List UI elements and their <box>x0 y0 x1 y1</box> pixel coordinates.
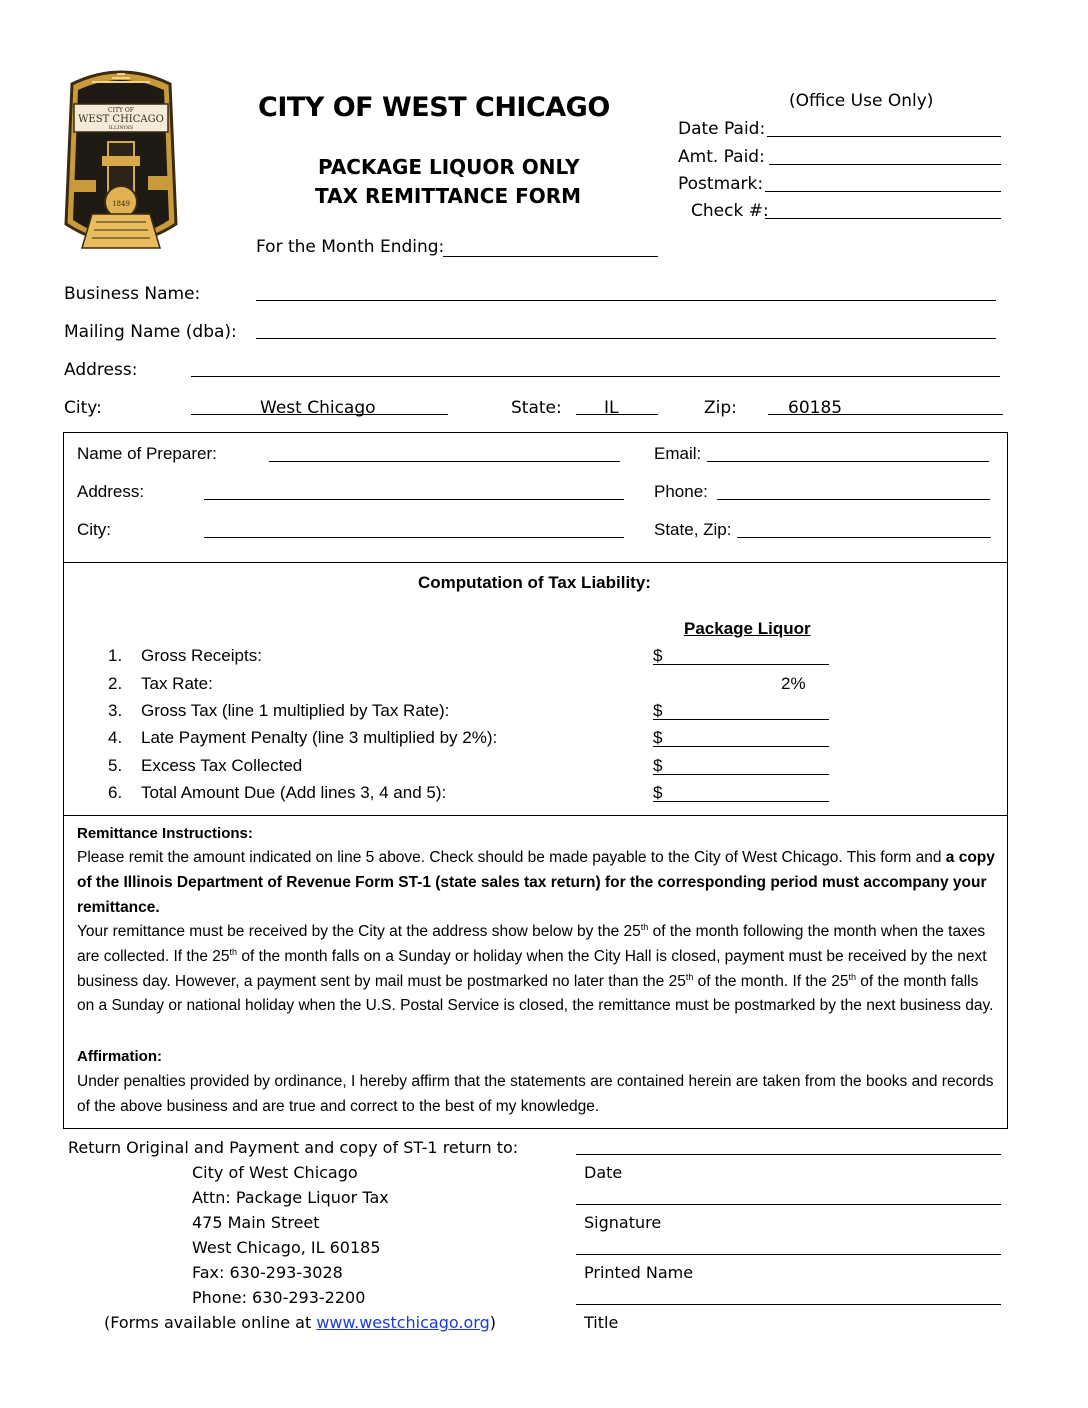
form-title-line2: TAX REMITTANCE FORM <box>315 184 582 208</box>
ordinal-th: th <box>229 946 238 957</box>
preparer-statezip-label: State, Zip: <box>654 520 732 539</box>
row-5-currency: $ <box>653 756 663 775</box>
affirmation-title: Affirmation: <box>77 1048 162 1065</box>
office-use-title: (Office Use Only) <box>789 91 934 111</box>
title-line[interactable] <box>576 1304 1001 1305</box>
row-6-currency: $ <box>653 783 663 802</box>
return-line-2: Attn: Package Liquor Tax <box>192 1188 389 1207</box>
state-label: State: <box>511 398 562 418</box>
row-1-field[interactable] <box>653 664 829 665</box>
printed-name-line[interactable] <box>576 1254 1001 1255</box>
ordinal-th: th <box>640 921 649 932</box>
row-5-field[interactable] <box>653 774 829 775</box>
return-line-3: 475 Main Street <box>192 1213 320 1232</box>
package-liquor-header: Package Liquor <box>684 619 811 638</box>
preparer-email-label: Email: <box>654 444 702 463</box>
form-title-line1: PACKAGE LIQUOR ONLY <box>318 155 580 179</box>
remittance-p2-c: of the month falls on a Sunday or holiday when the City Hall is closed, payment must be received by the next business day. However, a payment sent by mail must be postmarked no later than the 25 <box>77 947 987 990</box>
return-phone: Phone: 630-293-2200 <box>192 1288 366 1307</box>
row-2-num: 2. <box>108 674 123 693</box>
ordinal-th: th <box>685 971 694 982</box>
state-value: IL <box>604 398 619 418</box>
date-sign-line[interactable] <box>576 1154 1001 1155</box>
remittance-p2-e: of the month falls on a Sunday or national holiday when the U.S. Postal Service is closed, the remittance must be postmarked by the next business day. <box>77 972 994 1015</box>
city-value: West Chicago <box>260 398 376 418</box>
check-label: Check #: <box>691 201 769 221</box>
title-label: Title <box>584 1313 619 1332</box>
date-label: Date <box>584 1163 623 1182</box>
preparer-phone-field[interactable] <box>717 499 990 500</box>
signature-line[interactable] <box>576 1204 1001 1205</box>
zip-value: 60185 <box>788 398 843 418</box>
city-label: City: <box>64 398 102 418</box>
row-4-label: Late Payment Penalty (line 3 multiplied by 2%): <box>141 728 498 747</box>
date-paid-field[interactable] <box>767 136 1001 137</box>
remittance-paragraph-2 <box>77 920 995 1019</box>
remittance-p1-b: a copy of the Illinois Department of Revenue Form ST-1 (state sales tax return) for the corresponding period must accompany your remittance. <box>77 849 995 916</box>
row-6-label: Total Amount Due (Add lines 3, 4 and 5): <box>141 783 447 802</box>
row-2-label: Tax Rate: <box>141 674 213 693</box>
preparer-statezip-field[interactable] <box>737 537 991 538</box>
logo-year: 1849 <box>112 200 130 208</box>
signature-label: Signature <box>584 1213 662 1232</box>
preparer-city-field[interactable] <box>204 537 624 538</box>
business-name-field[interactable] <box>256 300 996 301</box>
forms-online-prefix: (Forms available online at <box>104 1313 317 1332</box>
remittance-title: Remittance Instructions: <box>77 825 253 842</box>
preparer-phone-label: Phone: <box>654 482 708 501</box>
business-name-label: Business Name: <box>64 284 201 304</box>
row-4-field[interactable] <box>653 746 829 747</box>
dba-label: Mailing Name (dba): <box>64 322 237 342</box>
row-6-num: 6. <box>108 783 123 802</box>
remittance-p2-a: Your remittance must be received by the City at the address show below by the 25 <box>77 923 641 940</box>
forms-online-suffix: ) <box>489 1313 496 1332</box>
return-line-4: West Chicago, IL 60185 <box>192 1238 381 1257</box>
printed-name-label: Printed Name <box>584 1263 694 1282</box>
postmark-label: Postmark: <box>678 174 764 194</box>
ordinal-th: th <box>848 971 856 982</box>
row-4-currency: $ <box>653 728 663 747</box>
row-1-label: Gross Receipts: <box>141 646 262 665</box>
preparer-city-label: City: <box>77 520 111 539</box>
row-6-field[interactable] <box>653 801 829 802</box>
forms-online-note <box>104 1313 496 1332</box>
preparer-address-field[interactable] <box>204 499 624 500</box>
logo-text-state: ILLINOIS <box>108 125 134 131</box>
row-5-label: Excess Tax Collected <box>141 756 303 775</box>
preparer-name-label: Name of Preparer: <box>77 444 217 463</box>
row-3-field[interactable] <box>653 719 829 720</box>
zip-label: Zip: <box>704 398 737 418</box>
computation-title: Computation of Tax Liability: <box>418 573 651 592</box>
row-3-num: 3. <box>108 701 123 720</box>
row-3-currency: $ <box>653 701 663 720</box>
date-paid-label: Date Paid: <box>678 119 766 139</box>
city-seal-logo <box>62 64 180 254</box>
remittance-paragraph-1 <box>77 846 995 920</box>
logo-text-top: CITY OF <box>108 107 134 114</box>
preparer-name-field[interactable] <box>269 461 620 462</box>
address-field[interactable] <box>191 376 1000 377</box>
remittance-p1-a: Please remit the amount indicated on line 5 above. Check should be made payable to the City of West Chicago. This form and <box>77 849 942 866</box>
row-4-num: 4. <box>108 728 123 747</box>
return-fax: Fax: 630-293-3028 <box>192 1263 343 1282</box>
row-1-num: 1. <box>108 646 123 665</box>
row-1-currency: $ <box>653 646 663 665</box>
row-5-num: 5. <box>108 756 123 775</box>
row-2-value: 2% <box>781 674 806 693</box>
postmark-field[interactable] <box>765 191 1001 192</box>
website-link[interactable]: www.westchicago.org <box>316 1313 490 1332</box>
return-line-1: City of West Chicago <box>192 1163 358 1182</box>
preparer-address-label: Address: <box>77 482 145 501</box>
logo-text-name: WEST CHICAGO <box>78 114 164 125</box>
city-title: CITY OF WEST CHICAGO <box>258 92 610 123</box>
remittance-p2-b: of the month following the month when the taxes are collected. If the 25 <box>77 923 986 965</box>
address-label: Address: <box>64 360 138 380</box>
check-field[interactable] <box>765 218 1001 219</box>
preparer-email-field[interactable] <box>707 461 989 462</box>
month-ending-field[interactable] <box>443 256 658 257</box>
month-ending-label: For the Month Ending: <box>256 237 445 257</box>
amt-paid-label: Amt. Paid: <box>678 147 765 167</box>
dba-field[interactable] <box>256 338 996 339</box>
return-title: Return Original and Payment and copy of ST-1 return to: <box>68 1138 519 1157</box>
remittance-p2-d: of the month. If the 25 <box>693 972 849 990</box>
affirmation-text: Under penalties provided by ordinance, I hereby affirm that the statements are contained herein are taken from the books and records of the above business and are true and correct to the best of my knowledge. <box>77 1073 994 1115</box>
amt-paid-field[interactable] <box>769 164 1001 165</box>
row-3-label: Gross Tax (line 1 multiplied by Tax Rate): <box>141 701 450 720</box>
